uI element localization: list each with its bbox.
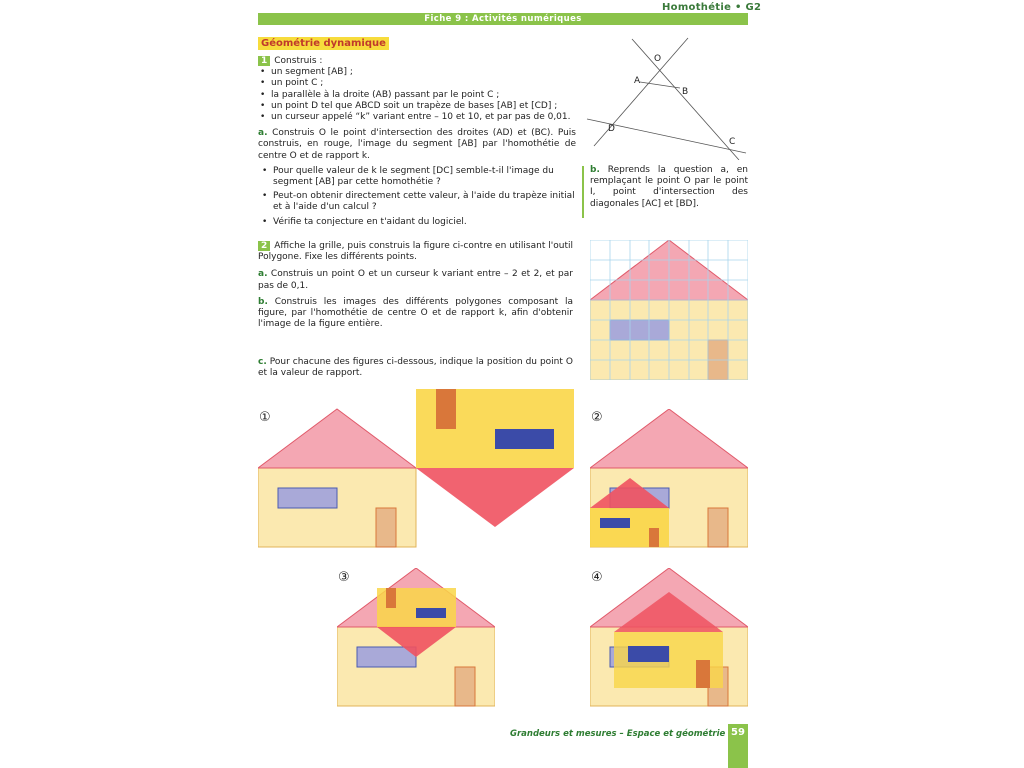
question-text: Construis un point O et un curseur k variant entre – 2 et 2, et par pas de 0,1.: [258, 269, 573, 291]
list-item: • Peut-on obtenir directement cette valeur, à l'aide du trapèze initial et à l'aide d'un calcul ?: [260, 191, 576, 213]
image-window: [628, 646, 669, 662]
question-label: a.: [258, 269, 268, 280]
exercise-2-number: 2: [258, 241, 270, 251]
list-item: • la parallèle à la droite (AB) passant par le point C ;: [258, 90, 576, 101]
exercise-1-steps: [258, 67, 576, 123]
list-item: • un point D tel que ABCD soit un trapèze de bases [AB] et [CD] ;: [258, 101, 576, 112]
figure-4-number: ④: [591, 570, 603, 585]
question-text: Construis O le point d'intersection des droites (AD) et (BC). Puis construis, en rouge, l'image du segment [AB] par l'homothétie de centre O et de rapport k.: [258, 128, 576, 161]
divider: [582, 166, 584, 218]
point-label: O: [654, 54, 662, 64]
exercise-2-intro: Affiche la grille, puis construis la figure ci-contre en utilisant l'outil Polygone. Fixe les différents points.: [258, 241, 573, 263]
image-window: [495, 429, 554, 449]
point-label: C: [729, 137, 736, 147]
exercise-2-a: [258, 269, 573, 291]
image-door: [386, 588, 396, 608]
exercise-2: [258, 241, 573, 330]
house-roof: [258, 409, 416, 468]
segment-ab: [640, 82, 680, 88]
figure-2: [590, 409, 748, 549]
question-label: b.: [258, 296, 268, 307]
exercise-1-a: [258, 128, 576, 162]
figure-1-number: ①: [259, 410, 271, 425]
worksheet-title: Fiche 9 : Activités numériques: [424, 14, 582, 24]
figure-3: [337, 568, 495, 708]
question-text: Pour chacune des figures ci-dessous, indique la position du point O et la valeur de rapport.: [258, 357, 573, 379]
exercise-1-intro: Construis :: [274, 56, 323, 66]
exercise-1-number: 1: [258, 56, 270, 66]
footer-text: Grandeurs et mesures – Espace et géométrie: [510, 729, 726, 739]
image-door: [436, 389, 456, 429]
figure-2-number: ②: [591, 410, 603, 425]
line-bc: [632, 39, 739, 160]
question-label: a.: [258, 128, 268, 139]
list-item: • un curseur appelé “k” variant entre – 10 et 10, et par pas de 0,01.: [258, 112, 576, 123]
section-title: Géométrie dynamique: [258, 37, 389, 50]
figure-3-number: ③: [338, 570, 350, 585]
house-window: [278, 488, 337, 508]
trapezoid-figure: [584, 36, 748, 160]
list-item: • un point C ;: [258, 78, 576, 89]
house-door: [708, 508, 728, 547]
reference-house-grid: [590, 240, 748, 380]
question-text: Construis les images des différents polygones composant la figure, par l'homothétie de centre O et de rapport k, afin d'obtenir l'image de la figure entière.: [258, 296, 573, 330]
house-window: [610, 320, 669, 340]
image-door: [649, 528, 659, 547]
point-label: D: [608, 124, 615, 134]
exercise-1: [258, 56, 576, 228]
question-text: Reprends la question a, en remplaçant le point O par le point I, point d'intersection des diagonales [AC] et [BD].: [590, 165, 748, 209]
chapter-title: Homothétie • G2: [662, 2, 762, 13]
exercise-2-c: [258, 357, 573, 379]
question-label: c.: [258, 357, 267, 367]
exercise-2-b: [258, 297, 573, 331]
house-door: [376, 508, 396, 547]
exercise-1-questions: [260, 166, 576, 228]
list-item: • un segment [AB] ;: [258, 67, 576, 78]
house-roof: [590, 409, 748, 468]
page-number: 59: [728, 724, 748, 768]
point-label: A: [634, 76, 641, 86]
figure-1: [258, 389, 574, 549]
image-window: [416, 608, 446, 618]
exercise-1-b: [590, 165, 748, 210]
house-door: [455, 667, 475, 706]
figure-4: [590, 568, 748, 708]
list-item: • Vérifie ta conjecture en t'aidant du logiciel.: [260, 217, 576, 228]
point-label: B: [682, 87, 689, 97]
list-item: • Pour quelle valeur de k le segment [DC] semble-t-il l'image du segment [AB] par cette homothétie ?: [260, 166, 576, 188]
image-roof: [416, 468, 574, 527]
image-window: [600, 518, 630, 528]
image-door: [696, 660, 710, 688]
question-label: b.: [590, 165, 600, 175]
worksheet-band: [258, 13, 748, 25]
